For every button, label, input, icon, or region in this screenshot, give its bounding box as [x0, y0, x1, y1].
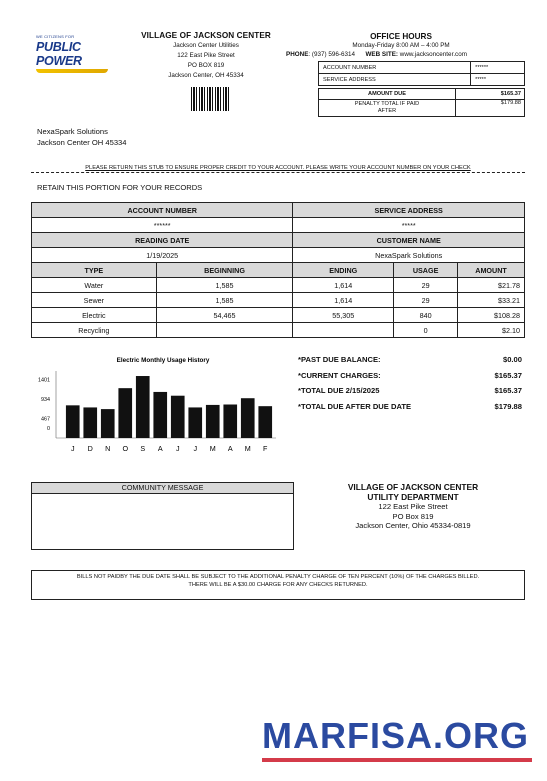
beginning-reading: 54,465 [156, 308, 293, 323]
barcode [191, 87, 229, 111]
account-number-label: ACCOUNT NUMBER [319, 62, 471, 74]
amount-due-table [318, 88, 525, 117]
reading-date-cell: 1/19/2025 [32, 248, 293, 263]
phone-number: : (937) 596-6314 [308, 51, 355, 58]
column-header: TYPE [32, 263, 157, 278]
bar [118, 388, 132, 438]
usage: 0 [394, 323, 458, 338]
x-tick-label: A [227, 444, 233, 453]
table-row [32, 293, 525, 308]
public-power-logo [36, 34, 124, 72]
marfisa-watermark: MARFISA.ORG [262, 715, 529, 756]
tear-line [31, 172, 525, 173]
x-tick-label: N [105, 444, 111, 453]
bar [241, 398, 255, 438]
y-tick-label: 934 [41, 396, 50, 403]
contact-line [286, 51, 467, 58]
y-tick-label: 467 [41, 416, 50, 423]
bar [83, 407, 97, 438]
customer-name-cell: NexaSpark Solutions [293, 248, 525, 263]
customer-name-header: CUSTOMER NAME [293, 233, 525, 248]
service-address-label: SERVICE ADDRESS [319, 74, 471, 86]
bar [136, 376, 150, 438]
charge-label: *TOTAL DUE 2/15/2025 [298, 386, 380, 395]
amount: $2.10 [458, 323, 525, 338]
community-message-box [31, 482, 294, 550]
ending-reading: 1,614 [293, 278, 394, 293]
x-tick-label: A [157, 444, 163, 453]
x-tick-label: D [87, 444, 93, 453]
beginning-reading: 1,585 [156, 293, 293, 308]
usage: 840 [394, 308, 458, 323]
account-number-header: ACCOUNT NUMBER [32, 203, 293, 218]
table-row [32, 308, 525, 323]
column-header: BEGINNING [156, 263, 293, 278]
service-address-value: ***** [471, 74, 525, 86]
charge-label: *TOTAL DUE AFTER DUE DATE [298, 401, 412, 411]
charge-value: $179.88 [494, 401, 522, 411]
penalty-value: $179.88 [456, 100, 525, 117]
ending-reading [293, 323, 394, 338]
utility-department-address [318, 483, 508, 531]
chart-title: Electric Monthly Usage History [116, 357, 210, 364]
office-hours-title: OFFICE HOURS [370, 32, 432, 41]
ending-reading: 1,614 [293, 293, 394, 308]
logo-name: PUBLIC POWER [36, 40, 82, 68]
bar [101, 409, 115, 438]
electric-usage-chart [28, 353, 290, 458]
notice-line: BILLS NOT PAIDBY THE DUE DATE SHALL BE SUBJECT TO THE ADDITIONAL PENALTY CHARGE OF TEN PERCENT (10%) OF THE CHARGES BILLED. [76, 574, 480, 580]
service-address-cell: ***** [293, 218, 525, 233]
utility-line: 122 East Pike Street [378, 502, 448, 511]
x-tick-label: S [140, 444, 146, 453]
phone-label: PHONE [286, 51, 309, 58]
charge-row [298, 371, 522, 387]
charge-value: $165.37 [494, 370, 522, 380]
header-line: Jackson Center, OH 45334 [168, 72, 244, 79]
header-line: Jackson Center Utilities [173, 42, 239, 49]
service-type: Electric [32, 308, 157, 323]
x-tick-label: M [244, 444, 251, 453]
column-header: USAGE [394, 263, 458, 278]
beginning-reading [156, 323, 293, 338]
utility-line: Jackson Center, Ohio 45334-0819 [355, 521, 471, 530]
website: www.jacksoncenter.com [398, 51, 467, 58]
service-type: Sewer [32, 293, 157, 308]
bar [66, 405, 80, 438]
service-address-header: SERVICE ADDRESS [293, 203, 525, 218]
x-tick-label: F [263, 444, 268, 453]
charge-value: $165.37 [494, 386, 522, 395]
office-hours [300, 32, 502, 50]
bar [206, 405, 220, 438]
column-header: ENDING [293, 263, 394, 278]
bar [188, 407, 202, 438]
x-tick-label: M [209, 444, 216, 453]
watermark-underline [262, 758, 532, 762]
charge-row [298, 386, 522, 402]
x-tick-label: J [193, 444, 198, 453]
bar [171, 396, 185, 438]
account-details-table [31, 202, 525, 338]
account-number-cell: ****** [32, 218, 293, 233]
bar [153, 392, 167, 438]
bar [223, 405, 237, 439]
amount-due-value: $165.37 [456, 89, 525, 100]
charge-label: *PAST DUE BALANCE: [298, 355, 381, 364]
amount: $21.78 [458, 278, 525, 293]
website-label: WEB SITE: [365, 51, 399, 58]
utility-subtitle: UTILITY DEPARTMENT [367, 491, 459, 502]
service-type: Recycling [32, 323, 157, 338]
y-tick-label: 0 [47, 426, 50, 432]
usage: 29 [394, 293, 458, 308]
charge-row [298, 402, 522, 418]
logo-tagline: WE CITIZENS FOR [36, 34, 75, 39]
retain-notice: RETAIN THIS PORTION FOR YOUR RECORDS [37, 183, 203, 192]
header-line: 122 East Pike Street [177, 52, 235, 59]
x-tick-label: J [70, 444, 75, 453]
utility-line: PO Box 819 [392, 511, 434, 521]
y-tick-label: 1401 [38, 377, 50, 384]
community-message-title: COMMUNITY MESSAGE [32, 483, 293, 494]
stub-instructions: PLEASE RETURN THIS STUB TO ENSURE PROPER CREDIT TO YOUR ACCOUNT. PLEASE WRITE YOUR ACCOUNT NUMBER ON YOUR CHECK [85, 165, 471, 171]
account-summary-table [318, 61, 525, 86]
service-type: Water [32, 278, 157, 293]
village-title: VILLAGE OF JACKSON CENTER [141, 31, 271, 40]
amount: $33.21 [458, 293, 525, 308]
x-tick-label: J [175, 444, 180, 453]
charges-summary [298, 355, 522, 417]
customer-address [37, 127, 127, 148]
account-number-value: ****** [471, 62, 525, 74]
column-header: AMOUNT [458, 263, 525, 278]
table-row [32, 323, 525, 338]
utility-title: VILLAGE OF JACKSON CENTER [347, 482, 479, 492]
table-row [32, 278, 525, 293]
usage: 29 [394, 278, 458, 293]
office-hours-text: Monday-Friday 8:00 AM – 4:00 PM [352, 42, 450, 49]
customer-name: NexaSpark Solutions [37, 127, 108, 136]
customer-city: Jackson Center OH 45334 [37, 137, 127, 147]
logo-swoosh [36, 69, 108, 73]
village-header [130, 31, 282, 81]
bar [258, 406, 272, 438]
beginning-reading: 1,585 [156, 278, 293, 293]
penalty-label: PENALTY TOTAL IF PAID AFTER [319, 100, 456, 117]
amount-due-label: AMOUNT DUE [319, 89, 456, 100]
amount: $108.28 [458, 308, 525, 323]
notice-line: THERE WILL BE A $30.00 CHARGE FOR ANY CHECKS RETURNED. [188, 581, 368, 588]
charge-value: $0.00 [502, 355, 522, 364]
ending-reading: 55,305 [293, 308, 394, 323]
header-line: PO BOX 819 [187, 62, 225, 69]
reading-date-header: READING DATE [32, 233, 293, 248]
charge-row [298, 355, 522, 371]
charge-label: *CURRENT CHARGES: [298, 370, 381, 380]
late-payment-notice [31, 570, 525, 600]
x-tick-label: O [122, 444, 129, 453]
